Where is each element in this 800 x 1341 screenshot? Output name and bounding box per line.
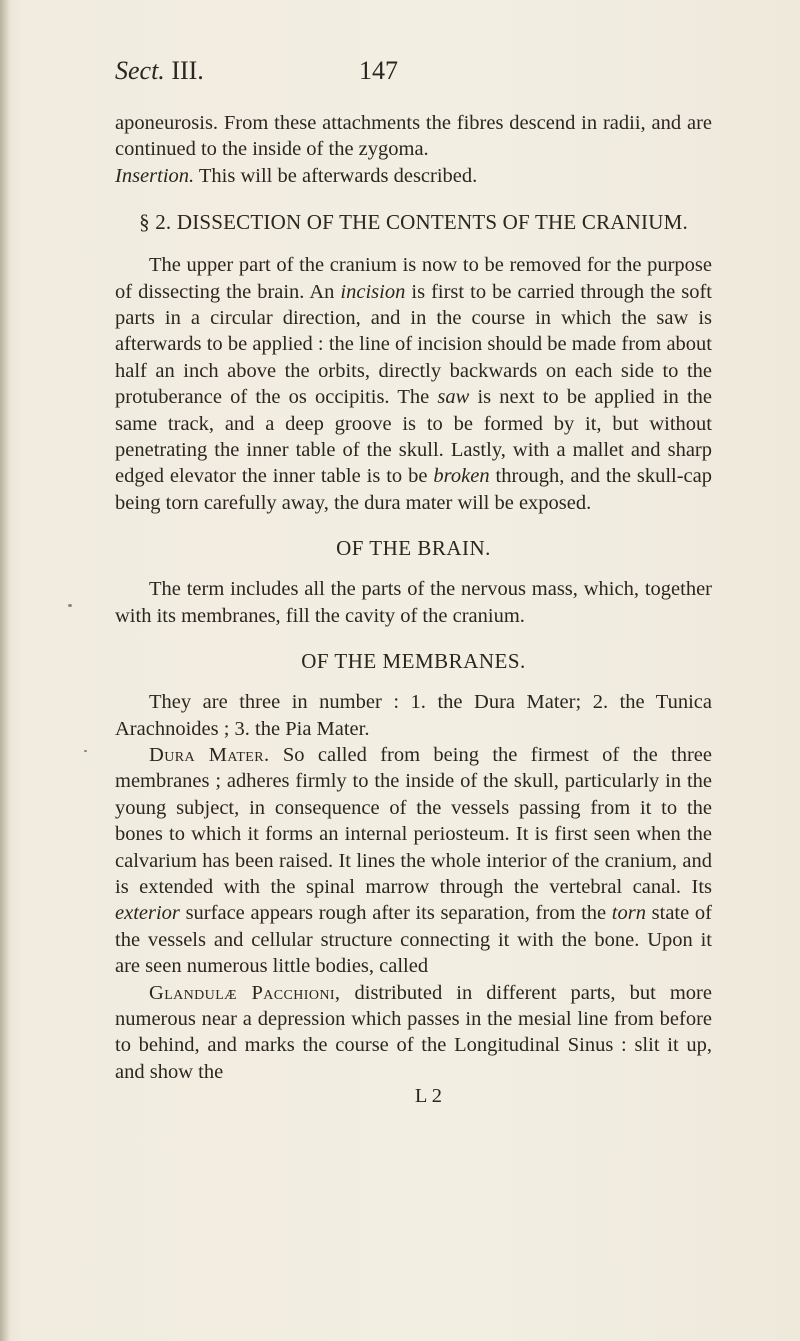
heading-membranes: OF THE MEMBRANES. [301, 649, 526, 674]
page-gutter-shadow [0, 0, 10, 1341]
page-body [115, 110, 712, 1110]
heading-brain: OF THE BRAIN. [336, 536, 491, 561]
dissection-paragraph: The upper part of the cranium is now to be removed for the purpose of dissecting the brain. An incision is first to be carried through the soft parts in a circular direction, and in the course in which the saw is afterwards to be applied : the line of incision should be made from about half an inch above the orbits, directly backwards on each side to the protuberance of the os occipitis. The saw is next to be applied in the same track, and a deep groove is to be formed by it, but without penetrating the inner table of the skull. Lastly, with a mallet and sharp edged elevator the inner table is to be broken through, and the skull-cap being torn carefully away, the dura mater will be exposed. [115, 254, 713, 514]
dura-mater-paragraph: Dura Mater. So called from being the firmest of the three membranes ; adheres firmly to the inside of the skull, particularly in the young subject, in consequence of the vessels passing from it to the bones to which it forms an internal periosteum. It is first seen when the calvarium has been raised. It lines the whole interior of the cranium, and is extended with the spinal marrow through the vertebral canal. Its exterior surface appears rough after its separation, from the torn state of the vessels and cellular structure connecting it with the bone. Upon it are seen numerous little bodies, called [115, 743, 713, 978]
brain-paragraph: The term includes all the parts of the nervous mass, which, together with its membranes, fill the cavity of the cranium. [115, 578, 712, 627]
section-title: § 2. DISSECTION OF THE CONTENTS OF THE CRANIUM. [139, 210, 688, 235]
page-number: 147 [359, 56, 398, 85]
ink-speck [84, 750, 87, 752]
dura-mater-label: Dura Mater. [149, 743, 270, 766]
membranes-intro-paragraph: They are three in number : 1. the Dura Mater; 2. the Tunica Arachnoides ; 3. the Pia Mater. [115, 691, 712, 740]
glandulae-paragraph: Glandulæ Pacchioni, distributed in different parts, but more numerous near a depression which passes in the mesial line from before to behind, and marks the course of the Longitudinal Sinus : slit it up, and show the [115, 981, 712, 1083]
ink-speck [68, 604, 72, 607]
running-header [115, 56, 715, 96]
glandulae-label: Glandulæ Pacchioni, [149, 981, 341, 1004]
signature-mark: L 2 [414, 1085, 443, 1108]
section-label: Sect. III. [115, 56, 204, 85]
intro-paragraph: aponeurosis. From these attachments the fibres descend in radii, and are continued to the inside of the zygoma. Insertion. This will be afterwards described. [115, 112, 712, 187]
